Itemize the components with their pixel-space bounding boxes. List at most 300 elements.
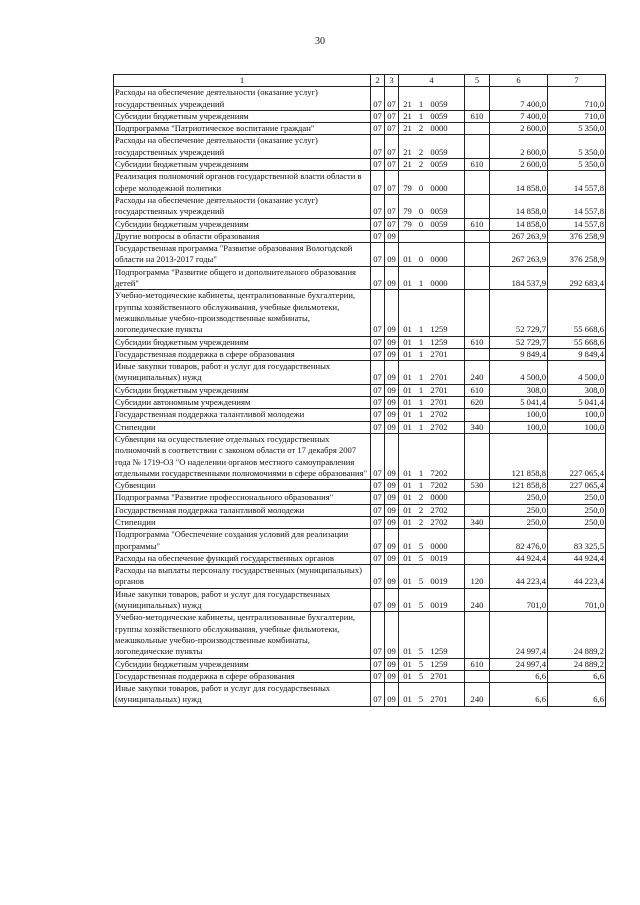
- row-amount-2014: 55 668,6: [548, 336, 606, 348]
- row-amount-2013: 14 858,0: [490, 171, 548, 195]
- row-amount-2013: 14 858,0: [490, 194, 548, 218]
- target-code-part: 0019: [430, 576, 448, 587]
- row-section-code: 07: [371, 171, 385, 195]
- row-amount-2013: 6,6: [490, 670, 548, 682]
- row-section-code: 07: [371, 230, 385, 242]
- row-amount-2014: 5 350,0: [548, 123, 606, 135]
- row-amount-2013: 100,0: [490, 421, 548, 433]
- target-code-part: 0059: [430, 159, 448, 170]
- row-amount-2014: 227 065,4: [548, 433, 606, 479]
- row-amount-2013: 4 500,0: [490, 361, 548, 385]
- row-target-code: [399, 480, 465, 492]
- row-amount-2014: 100,0: [548, 409, 606, 421]
- target-code-part: 01: [403, 576, 412, 587]
- target-code-part: 79: [403, 206, 412, 217]
- target-code-part: 21: [403, 98, 412, 109]
- target-code-part: 5: [418, 576, 424, 587]
- row-amount-2014: 710,0: [548, 110, 606, 122]
- target-code-part: 1: [418, 348, 424, 359]
- target-code-part: 0000: [430, 254, 448, 265]
- row-amount-2014: 14 557,8: [548, 194, 606, 218]
- row-name: Учебно-методические кабинеты, централизованные бухгалтерии, группы хозяйственного обслуживания, учебные фильмотеки, межшкольные учебно-производственные комбинаты, логопедические пункты: [114, 290, 371, 336]
- header-col-2013: 6: [490, 75, 548, 87]
- row-expense-type-code: [465, 194, 490, 218]
- table-row: [114, 397, 606, 409]
- header-row: [114, 75, 606, 87]
- row-name: Подпрограмма "Обеспечение создания условий для реализации программы": [114, 529, 371, 553]
- target-code-part: 2: [418, 146, 424, 157]
- target-code-part: 01: [403, 397, 412, 408]
- table-row: [114, 110, 606, 122]
- row-amount-2013: 5 041,4: [490, 397, 548, 409]
- row-section-code: 07: [371, 588, 385, 612]
- row-expense-type-code: 620: [465, 397, 490, 409]
- target-code-part: 01: [403, 646, 412, 657]
- target-code-part: 21: [403, 110, 412, 121]
- row-amount-2013: 267 263,9: [490, 243, 548, 267]
- row-expense-type-code: [465, 492, 490, 504]
- row-amount-2014: 250,0: [548, 516, 606, 528]
- row-expense-type-code: 340: [465, 421, 490, 433]
- table-row: [114, 123, 606, 135]
- row-section-code: 07: [371, 492, 385, 504]
- row-section-code: 07: [371, 135, 385, 159]
- row-name: Учебно-методические кабинеты, централизованные бухгалтерии, группы хозяйственного обслуживания, учебные фильмотеки, межшкольные учебно-производственные комбинаты, логопедические пункты: [114, 612, 371, 658]
- target-code-part: 0000: [430, 182, 448, 193]
- target-code-part: 01: [403, 658, 412, 669]
- row-target-code: [399, 348, 465, 360]
- row-section-code: 07: [371, 159, 385, 171]
- row-section-code: 07: [371, 670, 385, 682]
- row-amount-2014: 14 557,8: [548, 171, 606, 195]
- row-amount-2014: 83 325,5: [548, 529, 606, 553]
- row-amount-2013: 2 600,0: [490, 159, 548, 171]
- row-expense-type-code: 610: [465, 336, 490, 348]
- row-expense-type-code: [465, 433, 490, 479]
- row-name: Государственная поддержка талантливой молодежи: [114, 409, 371, 421]
- target-code-part: 01: [403, 421, 412, 432]
- table-row: [114, 433, 606, 479]
- row-amount-2014: 100,0: [548, 421, 606, 433]
- target-code-part: 1: [418, 409, 424, 420]
- row-target-code: [399, 683, 465, 707]
- row-name: Субсидии бюджетным учреждениям: [114, 159, 371, 171]
- target-code-part: 01: [403, 254, 412, 265]
- target-code-part: 5: [418, 694, 424, 705]
- row-subsection-code: 07: [385, 123, 399, 135]
- row-amount-2013: 9 849,4: [490, 348, 548, 360]
- row-amount-2014: 44 223,4: [548, 565, 606, 589]
- row-name: Субсидии бюджетным учреждениям: [114, 336, 371, 348]
- row-target-code: [399, 171, 465, 195]
- row-expense-type-code: [465, 670, 490, 682]
- row-section-code: 07: [371, 384, 385, 396]
- header-col-csr: 4: [399, 75, 465, 87]
- row-subsection-code: 07: [385, 135, 399, 159]
- row-target-code: [399, 433, 465, 479]
- target-code-part: 01: [403, 670, 412, 681]
- row-amount-2014: 4 500,0: [548, 361, 606, 385]
- target-code-part: 1259: [430, 658, 448, 669]
- target-code-part: 0059: [430, 146, 448, 157]
- target-code-part: 2702: [430, 504, 448, 515]
- row-expense-type-code: [465, 529, 490, 553]
- row-target-code: [399, 492, 465, 504]
- row-expense-type-code: [465, 171, 490, 195]
- target-code-part: 01: [403, 516, 412, 527]
- table-row: [114, 492, 606, 504]
- row-subsection-code: 09: [385, 670, 399, 682]
- row-name: Субсидии бюджетным учреждениям: [114, 384, 371, 396]
- row-name: Реализация полномочий органов государственной власти области в сфере молодежной политики: [114, 171, 371, 195]
- target-code-part: 2701: [430, 397, 448, 408]
- row-amount-2014: 6,6: [548, 670, 606, 682]
- row-amount-2013: 7 400,0: [490, 110, 548, 122]
- target-code-part: 01: [403, 492, 412, 503]
- target-code-part: 01: [403, 384, 412, 395]
- row-amount-2014: 6,6: [548, 683, 606, 707]
- target-code-part: 1: [418, 278, 424, 289]
- row-name: Стипендии: [114, 516, 371, 528]
- row-amount-2013: 6,6: [490, 683, 548, 707]
- target-code-part: 5: [418, 658, 424, 669]
- row-section-code: 07: [371, 433, 385, 479]
- row-amount-2014: 14 557,8: [548, 218, 606, 230]
- row-target-code: [399, 409, 465, 421]
- row-subsection-code: 09: [385, 683, 399, 707]
- row-subsection-code: 09: [385, 290, 399, 336]
- table-row: [114, 159, 606, 171]
- row-section-code: 07: [371, 290, 385, 336]
- target-code-part: 01: [403, 324, 412, 335]
- row-name: Подпрограмма "Патриотическое воспитание граждан": [114, 123, 371, 135]
- target-code-part: 5: [418, 552, 424, 563]
- row-target-code: [399, 336, 465, 348]
- target-code-part: 0059: [430, 206, 448, 217]
- target-code-part: 5: [418, 670, 424, 681]
- table-row: [114, 409, 606, 421]
- row-subsection-code: 09: [385, 409, 399, 421]
- table-row: [114, 588, 606, 612]
- target-code-part: 21: [403, 123, 412, 134]
- row-section-code: 07: [371, 87, 385, 111]
- row-subsection-code: 09: [385, 397, 399, 409]
- row-target-code: [399, 243, 465, 267]
- target-code-part: 2701: [430, 372, 448, 383]
- target-code-part: 01: [403, 504, 412, 515]
- target-code-part: 0000: [430, 540, 448, 551]
- target-code-part: 0059: [430, 98, 448, 109]
- table-row: [114, 504, 606, 516]
- row-amount-2014: 250,0: [548, 504, 606, 516]
- row-amount-2013: 250,0: [490, 516, 548, 528]
- row-name: Расходы на обеспечение деятельности (оказание услуг) государственных учреждений: [114, 87, 371, 111]
- row-amount-2014: 710,0: [548, 87, 606, 111]
- row-subsection-code: 09: [385, 421, 399, 433]
- header-col-pr: 3: [385, 75, 399, 87]
- row-target-code: [399, 159, 465, 171]
- target-code-part: 1: [418, 336, 424, 347]
- row-section-code: 07: [371, 529, 385, 553]
- row-name: Расходы на обеспечение деятельности (оказание услуг) государственных учреждений: [114, 135, 371, 159]
- row-target-code: [399, 670, 465, 682]
- row-amount-2014: 55 668,6: [548, 290, 606, 336]
- row-section-code: 07: [371, 266, 385, 290]
- row-target-code: [399, 565, 465, 589]
- target-code-part: 01: [403, 409, 412, 420]
- row-name: Иные закупки товаров, работ и услуг для государственных (муниципальных) нужд: [114, 361, 371, 385]
- table-row: [114, 683, 606, 707]
- target-code-part: 1: [418, 324, 424, 335]
- row-amount-2013: 52 729,7: [490, 290, 548, 336]
- target-code-part: 01: [403, 600, 412, 611]
- table-row: [114, 361, 606, 385]
- row-name: Государственная поддержка талантливой молодежи: [114, 504, 371, 516]
- row-name: Другие вопросы в области образования: [114, 230, 371, 242]
- row-section-code: 07: [371, 110, 385, 122]
- target-code-part: 01: [403, 540, 412, 551]
- target-code-part: 01: [403, 372, 412, 383]
- target-code-part: 2: [418, 516, 424, 527]
- table-row: [114, 135, 606, 159]
- row-expense-type-code: [465, 266, 490, 290]
- row-amount-2014: 24 889,2: [548, 612, 606, 658]
- row-expense-type-code: 340: [465, 516, 490, 528]
- target-code-part: 5: [418, 646, 424, 657]
- row-target-code: [399, 504, 465, 516]
- row-expense-type-code: [465, 612, 490, 658]
- row-section-code: 07: [371, 612, 385, 658]
- row-subsection-code: 07: [385, 218, 399, 230]
- target-code-part: 7202: [430, 480, 448, 491]
- row-amount-2013: 14 858,0: [490, 218, 548, 230]
- row-amount-2013: 701,0: [490, 588, 548, 612]
- row-expense-type-code: [465, 552, 490, 564]
- target-code-part: 2701: [430, 670, 448, 681]
- row-section-code: 07: [371, 504, 385, 516]
- row-target-code: [399, 361, 465, 385]
- row-section-code: 07: [371, 397, 385, 409]
- target-code-part: 5: [418, 540, 424, 551]
- row-expense-type-code: [465, 243, 490, 267]
- row-target-code: [399, 552, 465, 564]
- target-code-part: 0000: [430, 492, 448, 503]
- table-row: [114, 565, 606, 589]
- row-expense-type-code: 610: [465, 110, 490, 122]
- row-expense-type-code: [465, 409, 490, 421]
- header-col-name: 1: [114, 75, 371, 87]
- table-row: [114, 218, 606, 230]
- row-expense-type-code: 240: [465, 588, 490, 612]
- row-subsection-code: 09: [385, 516, 399, 528]
- table-row: [114, 421, 606, 433]
- row-subsection-code: 09: [385, 336, 399, 348]
- row-amount-2014: 308,0: [548, 384, 606, 396]
- row-amount-2014: 376 258,9: [548, 243, 606, 267]
- row-subsection-code: 07: [385, 171, 399, 195]
- row-subsection-code: 09: [385, 588, 399, 612]
- row-section-code: 07: [371, 194, 385, 218]
- table-row: [114, 552, 606, 564]
- target-code-part: 79: [403, 182, 412, 193]
- row-name: Иные закупки товаров, работ и услуг для государственных (муниципальных) нужд: [114, 588, 371, 612]
- row-subsection-code: 07: [385, 87, 399, 111]
- page-number: 30: [315, 36, 325, 47]
- row-section-code: 07: [371, 243, 385, 267]
- target-code-part: 1: [418, 384, 424, 395]
- row-expense-type-code: 610: [465, 384, 490, 396]
- row-amount-2013: 250,0: [490, 504, 548, 516]
- target-code-part: 2701: [430, 384, 448, 395]
- row-amount-2014: 44 924,4: [548, 552, 606, 564]
- target-code-part: 01: [403, 467, 412, 478]
- target-code-part: 0000: [430, 278, 448, 289]
- table-row: [114, 658, 606, 670]
- table-row: [114, 171, 606, 195]
- row-section-code: 07: [371, 565, 385, 589]
- row-subsection-code: 07: [385, 110, 399, 122]
- row-section-code: 07: [371, 218, 385, 230]
- row-subsection-code: 09: [385, 266, 399, 290]
- header-col-rz: 2: [371, 75, 385, 87]
- target-code-part: 0: [418, 254, 424, 265]
- target-code-part: 0000: [430, 123, 448, 134]
- row-subsection-code: 09: [385, 529, 399, 553]
- row-amount-2013: 2 600,0: [490, 135, 548, 159]
- row-target-code: [399, 612, 465, 658]
- target-code-part: 1259: [430, 336, 448, 347]
- row-target-code: [399, 529, 465, 553]
- row-amount-2013: 44 924,4: [490, 552, 548, 564]
- row-name: Государственная поддержка в сфере образования: [114, 348, 371, 360]
- row-name: Субсидии бюджетным учреждениям: [114, 110, 371, 122]
- target-code-part: 2: [418, 492, 424, 503]
- target-code-part: 21: [403, 146, 412, 157]
- target-code-part: 0: [418, 206, 424, 217]
- row-name: Стипендии: [114, 421, 371, 433]
- target-code-part: 01: [403, 278, 412, 289]
- row-expense-type-code: 610: [465, 218, 490, 230]
- target-code-part: 5: [418, 600, 424, 611]
- target-code-part: 01: [403, 694, 412, 705]
- row-name: Субвенции: [114, 480, 371, 492]
- row-expense-type-code: 240: [465, 683, 490, 707]
- row-name: Государственная поддержка в сфере образования: [114, 670, 371, 682]
- row-amount-2013: 24 997,4: [490, 612, 548, 658]
- row-section-code: 07: [371, 658, 385, 670]
- row-amount-2014: 292 683,4: [548, 266, 606, 290]
- header-col-2014: 7: [548, 75, 606, 87]
- table-row: [114, 336, 606, 348]
- row-subsection-code: 09: [385, 492, 399, 504]
- row-target-code: [399, 135, 465, 159]
- row-name: Подпрограмма "Развитие общего и дополнительного образования детей": [114, 266, 371, 290]
- row-subsection-code: 09: [385, 565, 399, 589]
- target-code-part: 2: [418, 504, 424, 515]
- row-name: Подпрограмма "Развитие профессионального образования": [114, 492, 371, 504]
- row-target-code: [399, 397, 465, 409]
- target-code-part: 2701: [430, 348, 448, 359]
- row-amount-2013: 52 729,7: [490, 336, 548, 348]
- row-section-code: 07: [371, 516, 385, 528]
- target-code-part: 2: [418, 159, 424, 170]
- target-code-part: 1: [418, 110, 424, 121]
- row-amount-2014: 5 350,0: [548, 135, 606, 159]
- row-expense-type-code: [465, 348, 490, 360]
- row-amount-2013: 2 600,0: [490, 123, 548, 135]
- row-section-code: 07: [371, 480, 385, 492]
- row-section-code: 07: [371, 348, 385, 360]
- row-subsection-code: 09: [385, 504, 399, 516]
- target-code-part: 1259: [430, 646, 448, 657]
- table-row: [114, 194, 606, 218]
- row-expense-type-code: 610: [465, 658, 490, 670]
- row-section-code: 07: [371, 336, 385, 348]
- table-row: [114, 243, 606, 267]
- row-section-code: 07: [371, 361, 385, 385]
- row-amount-2014: 250,0: [548, 492, 606, 504]
- row-target-code: [399, 123, 465, 135]
- row-name: Расходы на обеспечение деятельности (оказание услуг) государственных учреждений: [114, 194, 371, 218]
- row-amount-2013: 250,0: [490, 492, 548, 504]
- row-amount-2013: 24 997,4: [490, 658, 548, 670]
- row-name: Государственная программа "Развитие образования Вологодской области на 2013-2017 годы": [114, 243, 371, 267]
- table-row: [114, 266, 606, 290]
- row-expense-type-code: 530: [465, 480, 490, 492]
- row-subsection-code: 09: [385, 384, 399, 396]
- target-code-part: 0019: [430, 552, 448, 563]
- target-code-part: 0: [418, 182, 424, 193]
- row-name: Субсидии автономным учреждениям: [114, 397, 371, 409]
- target-code-part: 2702: [430, 421, 448, 432]
- target-code-part: 7202: [430, 467, 448, 478]
- target-code-part: 1: [418, 397, 424, 408]
- target-code-part: 21: [403, 159, 412, 170]
- target-code-part: 79: [403, 218, 412, 229]
- target-code-part: 2702: [430, 516, 448, 527]
- row-section-code: 07: [371, 683, 385, 707]
- row-target-code: [399, 194, 465, 218]
- header-col-vr: 5: [465, 75, 490, 87]
- row-subsection-code: 09: [385, 348, 399, 360]
- row-section-code: 07: [371, 552, 385, 564]
- row-subsection-code: 09: [385, 243, 399, 267]
- row-subsection-code: 09: [385, 552, 399, 564]
- row-section-code: 07: [371, 409, 385, 421]
- target-code-part: 01: [403, 336, 412, 347]
- row-amount-2013: 100,0: [490, 409, 548, 421]
- target-code-part: 0: [418, 218, 424, 229]
- row-amount-2013: 267 263,9: [490, 230, 548, 242]
- table-row: [114, 348, 606, 360]
- row-name: Иные закупки товаров, работ и услуг для государственных (муниципальных) нужд: [114, 683, 371, 707]
- table-row: [114, 529, 606, 553]
- row-subsection-code: 09: [385, 361, 399, 385]
- row-subsection-code: 09: [385, 433, 399, 479]
- target-code-part: 2702: [430, 409, 448, 420]
- row-subsection-code: 07: [385, 159, 399, 171]
- row-expense-type-code: 240: [465, 361, 490, 385]
- row-amount-2013: 121 858,8: [490, 433, 548, 479]
- row-expense-type-code: [465, 135, 490, 159]
- row-expense-type-code: [465, 87, 490, 111]
- target-code-part: 2: [418, 123, 424, 134]
- row-amount-2014: 376 258,9: [548, 230, 606, 242]
- target-code-part: 1: [418, 467, 424, 478]
- row-expense-type-code: [465, 230, 490, 242]
- row-name: Расходы на выплаты персоналу государственных (муниципальных) органов: [114, 565, 371, 589]
- table-row: [114, 670, 606, 682]
